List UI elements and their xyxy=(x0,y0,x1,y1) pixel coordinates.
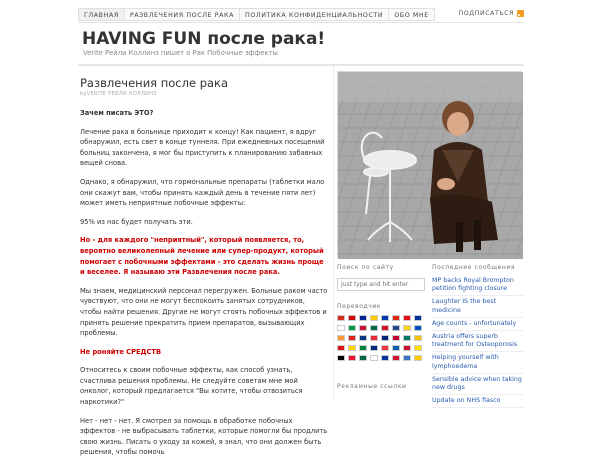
language-flag-icon[interactable] xyxy=(392,325,400,331)
language-flag-icon[interactable] xyxy=(348,325,356,331)
site-title[interactable]: HAVING FUN после рака! xyxy=(82,29,326,49)
rss-icon xyxy=(517,10,524,17)
post-highlight-heading: Не роняйте СРЕДСТВ xyxy=(80,347,162,356)
language-flag-icon[interactable] xyxy=(359,315,367,321)
recent-posts-title: Последние сообщения xyxy=(432,264,516,271)
post-content xyxy=(80,70,332,458)
language-flag-icon[interactable] xyxy=(381,355,389,361)
column-divider xyxy=(333,66,334,400)
language-flag-icon[interactable] xyxy=(359,345,367,351)
search-input[interactable] xyxy=(337,278,425,291)
recent-post-link[interactable]: Austria offers superb treatment for Osteoporosis xyxy=(432,331,524,352)
author-photo-illustration xyxy=(338,72,523,259)
language-flag-icon[interactable] xyxy=(381,335,389,341)
language-flag-icon[interactable] xyxy=(359,325,367,331)
header-divider xyxy=(78,64,524,66)
language-flag-icon[interactable] xyxy=(381,345,389,351)
language-flag-icon[interactable] xyxy=(370,325,378,331)
language-flag-icon[interactable] xyxy=(337,325,345,331)
post-paragraph: Мы знаем, медицинский персонал перегружен. Больные раком часто чувствуют, что они не могут беспокоить занятых сотрудников, чтобы найти решения. Другие не могут стоять побочных эффектов и принять решение прекратить прием препаратов, вызывающих проблемы. xyxy=(80,286,328,338)
language-flag-icon[interactable] xyxy=(403,345,411,351)
language-flag-icon[interactable] xyxy=(414,315,422,321)
ads-widget-title: Рекламные ссылки xyxy=(337,383,407,390)
author-photo xyxy=(337,71,522,258)
nav-privacy-policy[interactable]: ПОЛИТИКА КОНФИДЕНЦИАЛЬНОСТИ xyxy=(239,8,388,21)
language-flag-icon[interactable] xyxy=(337,315,345,321)
language-flag-icon[interactable] xyxy=(348,315,356,321)
post-paragraph: Относитесь к своим побочные эффекты, как способ узнать, счастлива решения проблемы. Не следуйте советам мне мой онколог, который предлагается "Вы хотите, чтобы отвозиться наркотики?" xyxy=(80,366,303,407)
language-flag-icon[interactable] xyxy=(392,355,400,361)
language-flag-icon[interactable] xyxy=(381,325,389,331)
translator-widget xyxy=(337,303,425,361)
recent-post-link[interactable]: Helping yourself with lymphoedema xyxy=(432,352,524,373)
language-flag-icon[interactable] xyxy=(337,335,345,341)
language-flag-icon[interactable] xyxy=(392,315,400,321)
translator-widget-title: Переводчик xyxy=(337,303,382,310)
recent-post-link[interactable]: Sensible advice when taking new drugs xyxy=(432,374,524,395)
language-flag-icon[interactable] xyxy=(414,345,422,351)
post-subheading: Зачем писать ЭТО? xyxy=(80,109,154,117)
language-flag-icon[interactable] xyxy=(414,335,422,341)
language-flag-icon[interactable] xyxy=(348,335,356,341)
subscribe-link[interactable] xyxy=(459,10,524,17)
post-paragraph: Однако, я обнаружил, что гормональные препараты (таблетки мало они скажут вам, чтобы принять каждый день в течение пяти лет) может иметь неприятные побочные эффекты: xyxy=(80,177,325,208)
language-flag-icon[interactable] xyxy=(403,335,411,341)
recent-post-link[interactable]: Update on NHS fiasco xyxy=(432,395,524,408)
nav-home[interactable]: ГЛАВНАЯ xyxy=(78,8,124,21)
language-flag-icon[interactable] xyxy=(370,345,378,351)
language-flag-icon[interactable] xyxy=(381,315,389,321)
recent-post-link[interactable]: Laughter IS the best medicine xyxy=(432,296,524,317)
post-byline: byVERITE РЕЙЛИ КОЛЛИНЗ xyxy=(80,91,157,97)
main-nav xyxy=(78,8,435,22)
post-title: Развлечения после рака xyxy=(80,76,229,90)
language-flag-icon[interactable] xyxy=(359,335,367,341)
search-widget xyxy=(337,264,425,291)
language-flag-icon[interactable] xyxy=(370,315,378,321)
language-flag-icon[interactable] xyxy=(359,355,367,361)
nav-about[interactable]: ОБО МНЕ xyxy=(388,8,435,21)
language-flag-icon[interactable] xyxy=(348,345,356,351)
search-widget-title: Поиск по сайту xyxy=(337,264,394,271)
top-navigation-bar xyxy=(78,8,524,23)
ads-widget xyxy=(337,383,425,390)
language-flag-icon[interactable] xyxy=(403,355,411,361)
language-flag-icon[interactable] xyxy=(370,355,378,361)
language-flag-icon[interactable] xyxy=(337,355,345,361)
recent-post-link[interactable]: MP backs Royal Brompton petition fighting closure xyxy=(432,275,524,296)
recent-post-link[interactable]: Age counts - unfortunately xyxy=(432,318,524,331)
post-paragraph: Лечение рака в больнице приходит к концу! Как пациент, я вдруг обнаружил, есть свет в конце туннеля. При ежедневных посещений больниц закончена, я мог бы приступить к планированию забавных вещей снова. xyxy=(80,127,325,168)
language-flag-icon[interactable] xyxy=(414,355,422,361)
language-flag-icon[interactable] xyxy=(403,325,411,331)
language-flag-icon[interactable] xyxy=(370,335,378,341)
recent-posts-widget xyxy=(432,264,524,408)
language-flag-icon[interactable] xyxy=(337,345,345,351)
language-flag-icon[interactable] xyxy=(392,345,400,351)
language-flag-icon[interactable] xyxy=(392,335,400,341)
subscribe-label: ПОДПИСАТЬСЯ xyxy=(458,10,514,17)
post-highlight: Но - для каждого "неприятный", который появляется, то, вероятно великолепный лечение или супер-продукт, который помогает с побочными эффектами - это сделать жизнь проще и веселее. Я называю эти Развлечения после рака. xyxy=(80,236,324,277)
post-paragraph: Нет - нет - нет. Я смотрел за помощь в обработке побочных эффектов - не выбрасывать таблетки, которые помогли бы продлить свою жизнь. Писать о уходу за кожей, я знал, что они должен быть решения, чтобы помочь xyxy=(80,416,328,457)
post-paragraph: 95% из нас будет получать эти. xyxy=(80,217,193,226)
language-flag-icon[interactable] xyxy=(414,325,422,331)
nav-fun-after-cancer[interactable]: РАЗВЛЕЧЕНИЯ ПОСЛЕ РАКА xyxy=(124,8,239,21)
language-flags xyxy=(337,315,425,361)
site-tagline: Verite Рейли Коллинз пишет о Рак Побочные эффекты xyxy=(83,49,278,57)
language-flag-icon[interactable] xyxy=(348,355,356,361)
language-flag-icon[interactable] xyxy=(403,315,411,321)
